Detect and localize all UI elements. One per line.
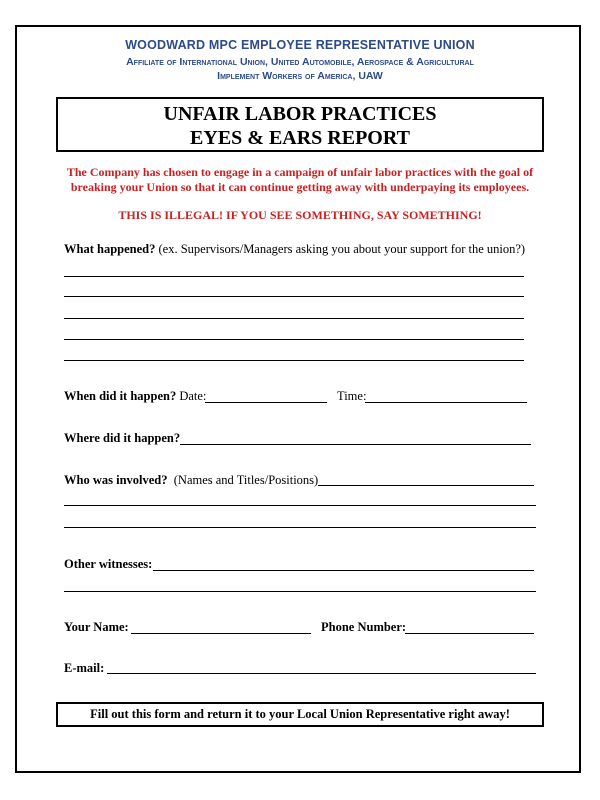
what-happened-line-1[interactable] <box>64 276 524 277</box>
what-happened-line-5[interactable] <box>64 360 524 361</box>
what-happened-line-4[interactable] <box>64 339 524 340</box>
where-field[interactable] <box>180 444 531 445</box>
witnesses-field-line-2[interactable] <box>64 591 536 592</box>
title-box <box>56 97 544 152</box>
illegal-warning: THIS IS ILLEGAL! IF YOU SEE SOMETHING, SAY SOMETHING! <box>118 208 482 222</box>
affiliate-line-2: Implement Workers of America, UAW <box>217 70 383 82</box>
your-name-label <box>64 620 129 635</box>
what-happened-line-3[interactable] <box>64 318 524 319</box>
where-label <box>64 431 180 446</box>
witnesses-title: Other witnesses: <box>64 557 153 571</box>
who-label <box>64 473 318 488</box>
email-field[interactable] <box>107 673 536 674</box>
time-label: Time: <box>337 389 367 403</box>
affiliate-line-1: Affiliate of International Union, United Automobile, Aerospace & Agricultural <box>126 56 474 68</box>
email-label <box>64 661 104 676</box>
what-happened-title: What happened? <box>64 242 156 256</box>
phone-title: Phone Number: <box>321 620 407 634</box>
phone-field[interactable] <box>405 633 534 634</box>
who-field-line-1[interactable] <box>318 485 534 486</box>
who-field-line-3[interactable] <box>64 527 536 528</box>
phone-label <box>321 620 406 635</box>
title-line-2: EYES & EARS REPORT <box>190 127 410 149</box>
date-label: Date: <box>176 389 207 403</box>
your-name-title: Your Name: <box>64 620 129 634</box>
footer-instruction: Fill out this form and return it to your Local Union Representative right away! <box>56 702 544 727</box>
who-hint: (Names and Titles/Positions) <box>173 473 319 487</box>
witnesses-label <box>64 557 152 572</box>
title-line-1: UNFAIR LABOR PRACTICES <box>163 103 437 125</box>
who-title: Who was involved? <box>64 473 168 487</box>
witnesses-field-line-1[interactable] <box>153 570 534 571</box>
org-name: WOODWARD MPC EMPLOYEE REPRESENTATIVE UNION <box>125 38 475 52</box>
where-title: Where did it happen? <box>64 431 181 445</box>
your-name-field[interactable] <box>131 633 311 634</box>
when-title: When did it happen? <box>64 389 177 403</box>
who-field-line-2[interactable] <box>64 505 536 506</box>
what-happened-hint: (ex. Supervisors/Managers asking you about your support for the union?) <box>155 242 526 256</box>
intro-text <box>0 165 600 195</box>
time-field[interactable] <box>365 402 527 403</box>
when-label <box>64 389 206 404</box>
email-title: E-mail: <box>64 661 105 675</box>
intro-line-1: The Company has chosen to engage in a campaign of unfair labor practices with the goal of <box>66 165 534 179</box>
date-field[interactable] <box>205 402 327 403</box>
intro-line-2: breaking your Union so that it can continue getting away with underpaying its employees. <box>70 180 530 194</box>
what-happened-label <box>64 242 525 257</box>
what-happened-line-2[interactable] <box>64 296 524 297</box>
